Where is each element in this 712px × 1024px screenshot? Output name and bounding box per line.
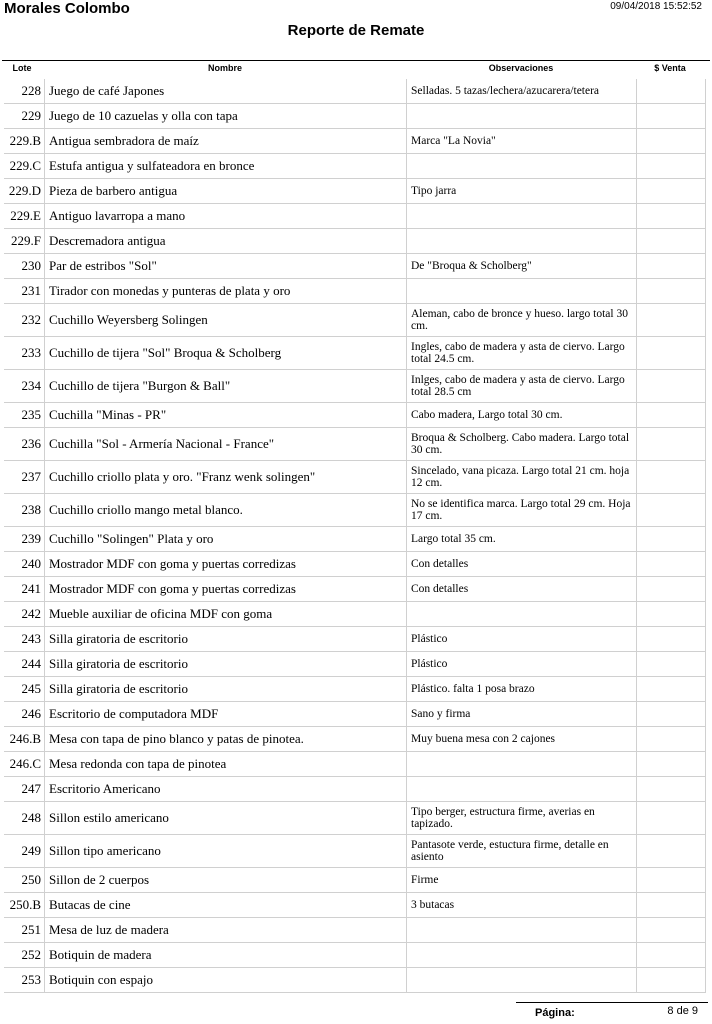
table-row xyxy=(4,279,706,304)
cell-observaciones: No se identifica marca. Largo total 29 cm. Hoja 17 cm. xyxy=(406,494,636,526)
cell-venta xyxy=(636,943,706,967)
cell-lote: 237 xyxy=(21,469,41,484)
cell-observaciones: Plástico xyxy=(406,627,636,651)
cell-observaciones xyxy=(406,602,636,626)
table-row xyxy=(4,403,706,428)
cell-venta xyxy=(636,337,706,369)
cell-lote: 229.B xyxy=(9,133,41,148)
cell-nombre: Cuchillo "Solingen" Plata y oro xyxy=(44,527,406,551)
cell-lote: 243 xyxy=(21,631,41,646)
cell-observaciones: Firme xyxy=(406,868,636,892)
cell-lote: 251 xyxy=(21,922,41,937)
cell-lote: 246.B xyxy=(9,731,41,746)
cell-venta xyxy=(636,893,706,917)
table-row xyxy=(4,337,706,370)
cell-nombre: Escritorio Americano xyxy=(44,777,406,801)
table-row xyxy=(4,777,706,802)
table-row xyxy=(4,802,706,835)
table-row xyxy=(4,370,706,403)
cell-nombre: Cuchillo criollo mango metal blanco. xyxy=(44,494,406,526)
cell-observaciones: Sano y firma xyxy=(406,702,636,726)
cell-nombre: Cuchilla "Minas - PR" xyxy=(44,403,406,427)
auction-table xyxy=(4,79,706,993)
cell-observaciones: Sincelado, vana picaza. Largo total 21 cm. hoja 12 cm. xyxy=(406,461,636,493)
cell-lote: 248 xyxy=(21,810,41,825)
cell-lote: 231 xyxy=(21,283,41,298)
table-row xyxy=(4,552,706,577)
cell-observaciones: Cabo madera, Largo total 30 cm. xyxy=(406,403,636,427)
table-row xyxy=(4,577,706,602)
cell-venta xyxy=(636,428,706,460)
cell-venta xyxy=(636,777,706,801)
report-datetime: 09/04/2018 15:52:52 xyxy=(610,1,702,12)
cell-venta xyxy=(636,279,706,303)
cell-venta xyxy=(636,79,706,103)
cell-venta xyxy=(636,702,706,726)
cell-nombre: Mesa con tapa de pino blanco y patas de pinotea. xyxy=(44,727,406,751)
cell-lote: 241 xyxy=(21,581,41,596)
cell-lote: 242 xyxy=(21,606,41,621)
table-row xyxy=(4,428,706,461)
cell-observaciones xyxy=(406,204,636,228)
cell-observaciones xyxy=(406,968,636,992)
cell-nombre: Tirador con monedas y punteras de plata y oro xyxy=(44,279,406,303)
cell-lote: 249 xyxy=(21,843,41,858)
cell-venta xyxy=(636,204,706,228)
table-row xyxy=(4,304,706,337)
table-row xyxy=(4,677,706,702)
cell-nombre: Cuchillo de tijera "Sol" Broqua & Scholberg xyxy=(44,337,406,369)
table-row xyxy=(4,494,706,527)
table-row xyxy=(4,179,706,204)
table-row xyxy=(4,835,706,868)
column-header-nombre: Nombre xyxy=(207,63,242,73)
cell-lote: 229.D xyxy=(8,183,41,198)
footer-divider xyxy=(516,1002,708,1003)
cell-lote: 229.F xyxy=(11,233,41,248)
table-row xyxy=(4,652,706,677)
table-row xyxy=(4,752,706,777)
cell-nombre: Sillon de 2 cuerpos xyxy=(44,868,406,892)
cell-venta xyxy=(636,577,706,601)
cell-nombre: Mostrador MDF con goma y puertas corredizas xyxy=(44,552,406,576)
cell-venta xyxy=(636,802,706,834)
cell-venta xyxy=(636,552,706,576)
cell-venta xyxy=(636,154,706,178)
cell-nombre: Juego de 10 cazuelas y olla con tapa xyxy=(44,104,406,128)
cell-observaciones: De "Broqua & Scholberg" xyxy=(406,254,636,278)
table-row xyxy=(4,229,706,254)
cell-observaciones: Con detalles xyxy=(406,552,636,576)
cell-lote: 234 xyxy=(21,378,41,393)
cell-lote: 229 xyxy=(21,108,41,123)
cell-observaciones: Plástico xyxy=(406,652,636,676)
cell-lote: 250.B xyxy=(9,897,41,912)
cell-nombre: Cuchillo Weyersberg Solingen xyxy=(44,304,406,336)
cell-nombre: Descremadora antigua xyxy=(44,229,406,253)
cell-venta xyxy=(636,104,706,128)
cell-nombre: Juego de café Japones xyxy=(44,79,406,103)
table-row xyxy=(4,868,706,893)
cell-venta xyxy=(636,461,706,493)
cell-observaciones xyxy=(406,229,636,253)
table-row xyxy=(4,627,706,652)
cell-observaciones: Ingles, cabo de madera y asta de ciervo. Largo total 24.5 cm. xyxy=(406,337,636,369)
table-row xyxy=(4,79,706,104)
cell-venta xyxy=(636,968,706,992)
cell-observaciones: Con detalles xyxy=(406,577,636,601)
cell-observaciones: Plástico. falta 1 posa brazo xyxy=(406,677,636,701)
cell-observaciones xyxy=(406,104,636,128)
cell-venta xyxy=(636,370,706,402)
cell-venta xyxy=(636,229,706,253)
cell-observaciones xyxy=(406,154,636,178)
cell-venta xyxy=(636,179,706,203)
table-row xyxy=(4,918,706,943)
header-divider xyxy=(2,60,710,61)
cell-venta xyxy=(636,677,706,701)
cell-observaciones xyxy=(406,943,636,967)
table-row xyxy=(4,154,706,179)
cell-lote: 240 xyxy=(21,556,41,571)
cell-nombre: Pieza de barbero antigua xyxy=(44,179,406,203)
cell-lote: 238 xyxy=(21,502,41,517)
table-row xyxy=(4,254,706,279)
cell-nombre: Botiquin de madera xyxy=(44,943,406,967)
column-header-observaciones: Observaciones xyxy=(488,63,554,73)
cell-nombre: Mesa redonda con tapa de pinotea xyxy=(44,752,406,776)
cell-lote: 245 xyxy=(21,681,41,696)
cell-nombre: Silla giratoria de escritorio xyxy=(44,627,406,651)
cell-nombre: Antigua sembradora de maíz xyxy=(44,129,406,153)
column-header-venta: $ Venta xyxy=(654,63,686,73)
cell-venta xyxy=(636,254,706,278)
cell-lote: 233 xyxy=(21,345,41,360)
cell-venta xyxy=(636,403,706,427)
cell-venta xyxy=(636,129,706,153)
cell-nombre: Mesa de luz de madera xyxy=(44,918,406,942)
cell-lote: 244 xyxy=(21,656,41,671)
cell-venta xyxy=(636,627,706,651)
cell-lote: 250 xyxy=(21,872,41,887)
cell-venta xyxy=(636,652,706,676)
table-row xyxy=(4,104,706,129)
cell-venta xyxy=(636,835,706,867)
cell-nombre: Botiquin con espajo xyxy=(44,968,406,992)
cell-lote: 228 xyxy=(21,83,41,98)
cell-observaciones: Marca "La Novia" xyxy=(406,129,636,153)
cell-lote: 253 xyxy=(21,972,41,987)
cell-observaciones: Tipo jarra xyxy=(406,179,636,203)
cell-nombre: Mueble auxiliar de oficina MDF con goma xyxy=(44,602,406,626)
cell-lote: 252 xyxy=(21,947,41,962)
cell-nombre: Escritorio de computadora MDF xyxy=(44,702,406,726)
cell-observaciones: Tipo berger, estructura firme, averias en tapizado. xyxy=(406,802,636,834)
cell-nombre: Silla giratoria de escritorio xyxy=(44,677,406,701)
cell-venta xyxy=(636,727,706,751)
cell-lote: 229.C xyxy=(9,158,41,173)
table-row xyxy=(4,968,706,993)
cell-venta xyxy=(636,304,706,336)
column-header-lote: Lote xyxy=(12,63,32,73)
cell-nombre: Mostrador MDF con goma y puertas corredizas xyxy=(44,577,406,601)
page-number: 8 de 9 xyxy=(667,1005,698,1017)
report-title: Reporte de Remate xyxy=(287,22,425,39)
cell-observaciones xyxy=(406,279,636,303)
cell-nombre: Butacas de cine xyxy=(44,893,406,917)
cell-venta xyxy=(636,527,706,551)
table-row xyxy=(4,893,706,918)
cell-observaciones: Muy buena mesa con 2 cajones xyxy=(406,727,636,751)
cell-nombre: Sillon tipo americano xyxy=(44,835,406,867)
cell-nombre: Cuchillo criollo plata y oro. "Franz wenk solingen" xyxy=(44,461,406,493)
cell-observaciones: Aleman, cabo de bronce y hueso. largo total 30 cm. xyxy=(406,304,636,336)
cell-observaciones: Broqua & Scholberg. Cabo madera. Largo total 30 cm. xyxy=(406,428,636,460)
cell-nombre: Par de estribos "Sol" xyxy=(44,254,406,278)
cell-venta xyxy=(636,494,706,526)
table-row xyxy=(4,602,706,627)
table-row xyxy=(4,204,706,229)
cell-venta xyxy=(636,602,706,626)
cell-lote: 247 xyxy=(21,781,41,796)
cell-observaciones: Largo total 35 cm. xyxy=(406,527,636,551)
cell-venta xyxy=(636,918,706,942)
cell-observaciones xyxy=(406,777,636,801)
page-label: Página: xyxy=(535,1007,575,1019)
cell-nombre: Estufa antigua y sulfateadora en bronce xyxy=(44,154,406,178)
cell-nombre: Sillon estilo americano xyxy=(44,802,406,834)
cell-lote: 232 xyxy=(21,312,41,327)
cell-lote: 235 xyxy=(21,407,41,422)
cell-observaciones: Inlges, cabo de madera y asta de ciervo. Largo total 28.5 cm xyxy=(406,370,636,402)
cell-lote: 246 xyxy=(21,706,41,721)
cell-observaciones xyxy=(406,918,636,942)
cell-lote: 230 xyxy=(21,258,41,273)
cell-venta xyxy=(636,868,706,892)
table-row xyxy=(4,702,706,727)
cell-observaciones: Pantasote verde, estuctura firme, detalle en asiento xyxy=(406,835,636,867)
cell-nombre: Cuchillo de tijera "Burgon & Ball" xyxy=(44,370,406,402)
cell-lote: 246.C xyxy=(9,756,41,771)
cell-nombre: Antiguo lavarropa a mano xyxy=(44,204,406,228)
table-row xyxy=(4,527,706,552)
table-row xyxy=(4,129,706,154)
table-row xyxy=(4,943,706,968)
cell-nombre: Silla giratoria de escritorio xyxy=(44,652,406,676)
cell-lote: 239 xyxy=(21,531,41,546)
cell-venta xyxy=(636,752,706,776)
cell-lote: 236 xyxy=(21,436,41,451)
company-name: Morales Colombo xyxy=(4,0,130,17)
cell-nombre: Cuchilla "Sol - Armería Nacional - France" xyxy=(44,428,406,460)
table-row xyxy=(4,461,706,494)
cell-observaciones xyxy=(406,752,636,776)
cell-observaciones: 3 butacas xyxy=(406,893,636,917)
cell-lote: 229.E xyxy=(10,208,41,223)
table-row xyxy=(4,727,706,752)
cell-observaciones: Selladas. 5 tazas/lechera/azucarera/tetera xyxy=(406,79,636,103)
